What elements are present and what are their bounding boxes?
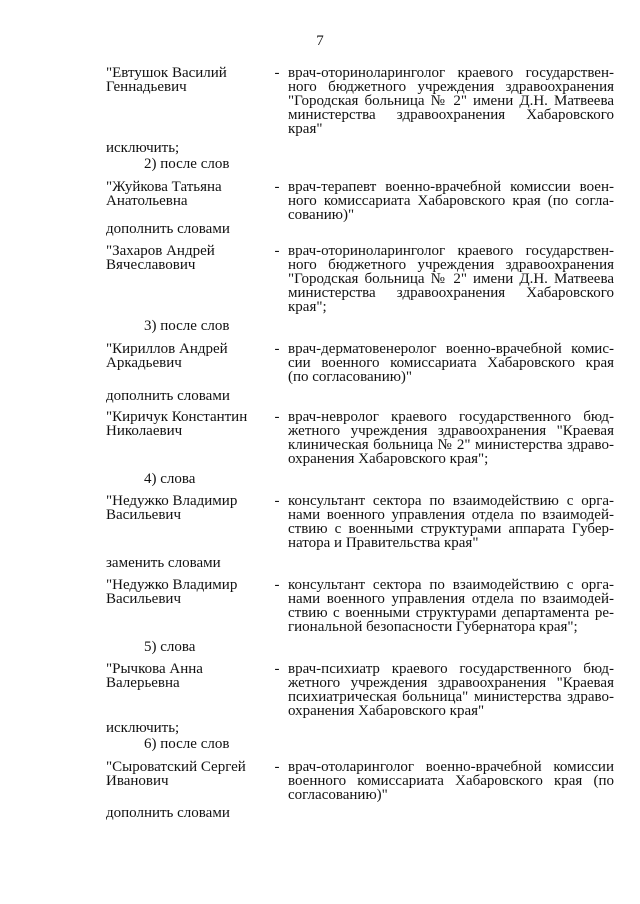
amendment-instruction: заменить словами xyxy=(106,555,221,571)
position-description xyxy=(288,244,614,314)
description-line: сованию)" xyxy=(288,207,355,223)
person-name xyxy=(106,342,266,370)
description-line: врач-терапевт военно-врачебной комиссии воен- xyxy=(288,179,614,195)
description-line: согласованию)" xyxy=(288,787,388,803)
description-line: врач-отоларинголог военно-врачебной комиссии xyxy=(288,759,614,775)
name-line: "Евтушок Василий xyxy=(106,65,227,81)
name-line: "Недужко Владимир xyxy=(106,577,238,593)
name-line: "Кириллов Андрей xyxy=(106,341,228,357)
description-line: жетного учреждения здравоохранения "Краевая xyxy=(288,423,614,439)
person-name xyxy=(106,66,266,94)
description-line: клиническая больница № 2" министерства здраво- xyxy=(288,437,614,453)
entry-dash: - xyxy=(274,243,280,259)
name-line: Анатольевна xyxy=(106,193,188,209)
amendment-instruction: исключить; xyxy=(106,720,180,736)
name-line: Николаевич xyxy=(106,423,183,439)
entry-dash: - xyxy=(274,179,280,195)
description-line: натора и Правительства края" xyxy=(288,535,479,551)
name-line: Валерьевна xyxy=(106,675,180,691)
name-line: Иванович xyxy=(106,773,169,789)
position-description xyxy=(288,578,614,634)
amendment-item-heading: 5) слова xyxy=(144,639,196,655)
amendment-instruction: исключить; xyxy=(106,140,180,156)
name-line: "Сыроватский Сергей xyxy=(106,759,246,775)
person-name xyxy=(106,760,266,788)
description-line: врач-невролог краевого государственного бюд- xyxy=(288,409,614,425)
description-line: охранения Хабаровского края"; xyxy=(288,451,489,467)
description-line: (по согласованию)" xyxy=(288,369,413,385)
description-line: "Городская больница № 2" имени Д.Н. Матвеева xyxy=(288,271,614,287)
person-name xyxy=(106,180,266,208)
description-line: врач-оториноларинголог краевого государствен- xyxy=(288,65,614,81)
amendment-item-heading: 6) после слов xyxy=(144,736,230,752)
name-line: "Киричук Константин xyxy=(106,409,248,425)
description-line: края"; xyxy=(288,299,327,315)
name-line: Геннадьевич xyxy=(106,79,187,95)
entry-dash: - xyxy=(274,65,280,81)
name-line: "Рычкова Анна xyxy=(106,661,203,677)
description-line: гиональной безопасности Губернатора края"; xyxy=(288,619,578,635)
description-line: охранения Хабаровского края" xyxy=(288,703,485,719)
name-line: "Захаров Андрей xyxy=(106,243,215,259)
amendment-instruction: дополнить словами xyxy=(106,805,230,821)
description-line: нами военного управления отдела по взаимодей- xyxy=(288,591,614,607)
entry-dash: - xyxy=(274,661,280,677)
description-line: ного комиссариата Хабаровского края (по согла- xyxy=(288,193,614,209)
description-line: военного комиссариата Хабаровского края (по xyxy=(288,773,614,789)
position-description xyxy=(288,410,614,466)
amendment-item-heading: 3) после слов xyxy=(144,318,230,334)
description-line: врач-дерматовенеролог военно-врачебной комис- xyxy=(288,341,614,357)
person-name xyxy=(106,578,266,606)
page-number: 7 xyxy=(316,33,324,49)
description-line: министерства здравоохранения Хабаровского xyxy=(288,285,614,301)
description-line: ствию с военными структурами аппарата Губер- xyxy=(288,521,614,537)
entry-dash: - xyxy=(274,759,280,775)
description-line: консультант сектора по взаимодействию с орга- xyxy=(288,577,614,593)
name-line: Аркадьевич xyxy=(106,355,182,371)
position-description xyxy=(288,342,614,384)
description-line: края" xyxy=(288,121,323,137)
description-line: врач-психиатр краевого государственного бюд- xyxy=(288,661,614,677)
amendment-item-heading: 4) слова xyxy=(144,471,196,487)
description-line: врач-оториноларинголог краевого государствен- xyxy=(288,243,614,259)
description-line: "Городская больница № 2" имени Д.Н. Матвеева xyxy=(288,93,614,109)
name-line: "Недужко Владимир xyxy=(106,493,238,509)
person-name xyxy=(106,410,266,438)
position-description xyxy=(288,760,614,802)
description-line: сии военного комиссариата Хабаровского края xyxy=(288,355,614,371)
description-line: консультант сектора по взаимодействию с орга- xyxy=(288,493,614,509)
entry-dash: - xyxy=(274,409,280,425)
name-line: Васильевич xyxy=(106,591,181,607)
description-line: ствию с военными структурами департамента ре- xyxy=(288,605,614,621)
amendment-item-heading: 2) после слов xyxy=(144,156,230,172)
entry-dash: - xyxy=(274,493,280,509)
description-line: психиатрическая больница" министерства здраво- xyxy=(288,689,614,705)
entry-dash: - xyxy=(274,577,280,593)
name-line: Вячеславович xyxy=(106,257,196,273)
person-name xyxy=(106,662,266,690)
description-line: ного бюджетного учреждения здравоохранения xyxy=(288,79,614,95)
description-line: ного бюджетного учреждения здравоохранения xyxy=(288,257,614,273)
position-description xyxy=(288,66,614,136)
name-line: Васильевич xyxy=(106,507,181,523)
position-description xyxy=(288,662,614,718)
description-line: нами военного управления отдела по взаимодей- xyxy=(288,507,614,523)
person-name xyxy=(106,494,266,522)
person-name xyxy=(106,244,266,272)
description-line: министерства здравоохранения Хабаровского xyxy=(288,107,614,123)
amendment-instruction: дополнить словами xyxy=(106,388,230,404)
name-line: "Жуйкова Татьяна xyxy=(106,179,222,195)
amendment-instruction: дополнить словами xyxy=(106,221,230,237)
position-description xyxy=(288,494,614,550)
description-line: жетного учреждения здравоохранения "Краевая xyxy=(288,675,614,691)
position-description xyxy=(288,180,614,222)
entry-dash: - xyxy=(274,341,280,357)
